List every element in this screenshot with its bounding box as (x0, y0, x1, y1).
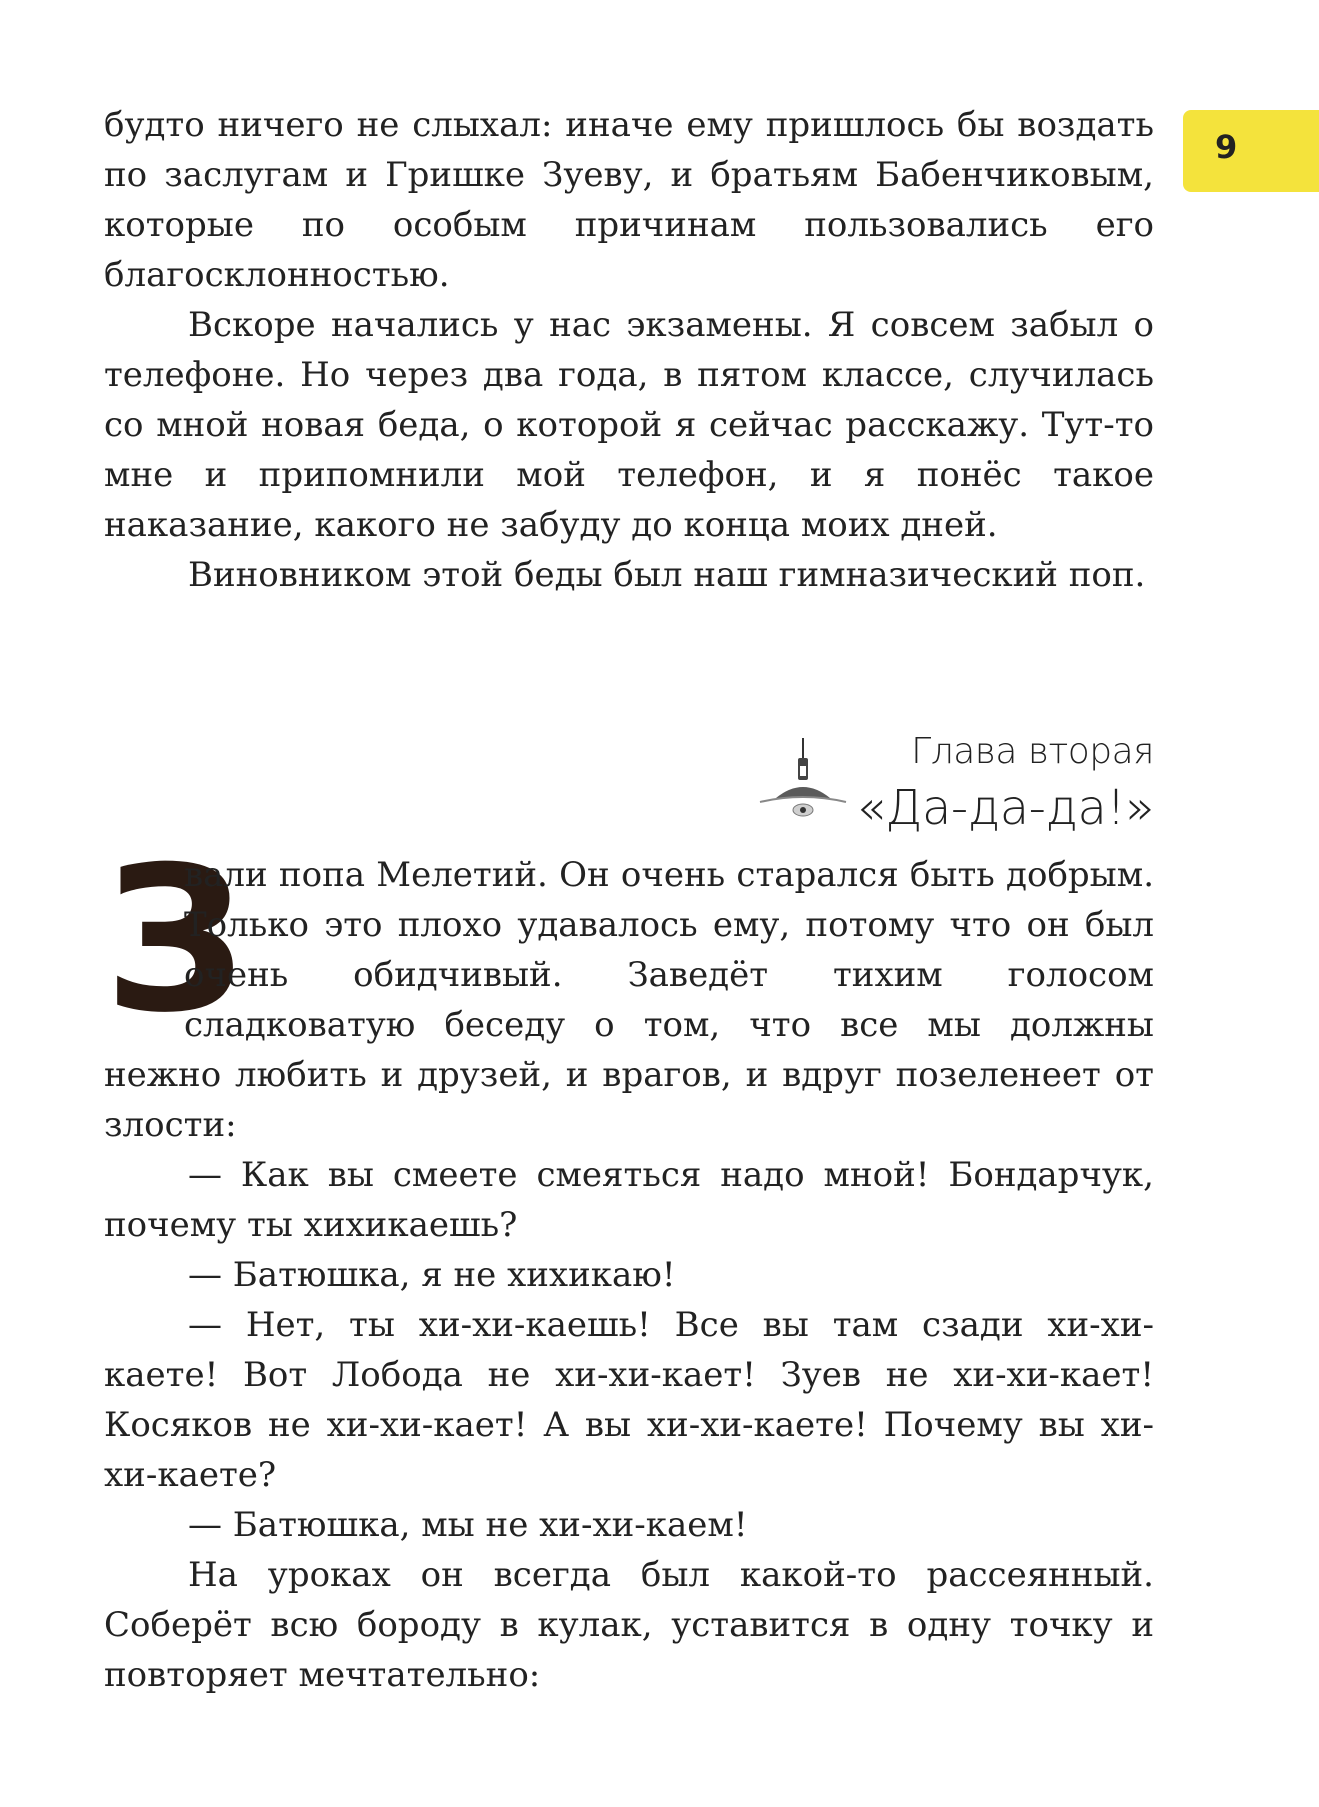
paragraph: На уроках он всегда был какой-то рассеянный. Соберёт всю бороду в кулак, уставится в одну точку и повторяет мечтательно: (104, 1555, 1154, 1695)
page-number: 9 (1215, 128, 1238, 166)
lamp-icon (758, 736, 848, 836)
chapter-heading (856, 728, 1154, 840)
paragraph: Виновником этой беды был наш гимназический поп. (188, 555, 1146, 595)
chapter-title: «Да-да-да!» (856, 780, 1154, 836)
paragraph: — Батюшка, я не хихикаю! (188, 1255, 676, 1295)
first-paragraph-text: вали попа Мелетий. Он очень старался быть добрым. Только это плохо удавалось ему, потому что он был очень обидчивый. Заведёт тихим голосом сладковатую беседу о том, что все мы должны нежно любить и друзей, и врагов, и вдруг позеленеет от злости: (104, 855, 1154, 1145)
paragraph: — Батюшка, мы не хи-хи-каем! (188, 1505, 748, 1545)
drop-cap: З (104, 824, 247, 1057)
paragraph: — Нет, ты хи-хи-каешь! Все вы там сзади хи-хи-каете! Вот Лобода не хи-хи-кает! Зуев не хи-хи-кает! Косяков не хи-хи-кает! А вы хи-хи-каете! Почему вы хи-хи-каете? (104, 1305, 1154, 1495)
paragraph: будто ничего не слыхал: иначе ему пришлось бы воздать по заслугам и Гришке Зуеву, и братьям Бабенчиковым, которые по особым причинам пользовались его благосклонностью. (104, 105, 1154, 295)
paragraph: — Как вы смеете смеяться надо мной! Бондарчук, почему ты хихикаешь? (104, 1155, 1154, 1245)
intro-text (104, 100, 1154, 600)
page-number-tab (1183, 110, 1319, 192)
first-paragraph (104, 824, 1154, 1150)
paragraph: Вскоре начались у нас экзамены. Я совсем забыл о телефоне. Но через два года, в пятом классе, случилась со мной новая беда, о которой я сейчас расскажу. Тут-то мне и припомнили мой телефон, и я понёс такое наказание, какого не забуду до конца моих дней. (104, 305, 1154, 545)
chapter-label: Глава вторая (911, 731, 1154, 772)
chapter-text (104, 824, 1154, 1700)
